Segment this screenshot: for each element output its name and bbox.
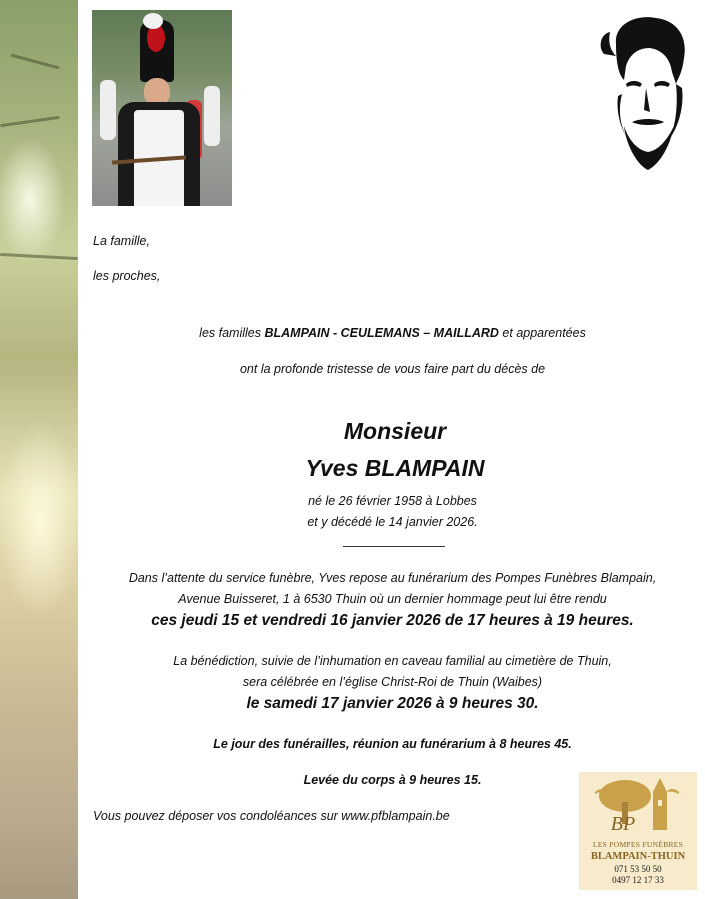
logo-line2: BLAMPAIN-THUIN — [590, 851, 686, 862]
visitation-line2: Avenue Buisseret, 1 à 6530 Thuin où un dernier hommage peut lui être rendu — [178, 592, 607, 606]
tree-church-icon — [579, 772, 697, 840]
intro-family: La famille, — [93, 234, 150, 248]
logo-phone2: 0497 12 17 33 — [612, 875, 664, 885]
announcement: ont la profonde tristesse de vous faire part du décès de — [239, 362, 546, 376]
ceremony-line1: La bénédiction, suivie de l’inhumation en caveau familial au cimetière de Thuin, — [173, 654, 612, 668]
visitation-line1: Dans l’attente du service funèbre, Yves repose au funérarium des Pompes Funèbres Blampain, — [128, 571, 657, 585]
ceremony-date: le samedi 17 janvier 2026 à 9 heures 30. — [246, 695, 539, 712]
intro-relatives: les proches, — [93, 269, 161, 283]
deceased-name: Yves BLAMPAIN — [305, 455, 485, 481]
divider — [343, 546, 445, 547]
drummer-photo — [92, 10, 232, 206]
logo-phone1: 071 53 50 50 — [614, 864, 662, 874]
ceremony-line2: sera célébrée en l’église Christ-Roi de Thuin (Waibes) — [242, 675, 543, 689]
families-line: les familles BLAMPAIN - CEULEMANS – MAILLARD et apparentées — [199, 326, 586, 340]
funeral-home-logo — [579, 772, 697, 890]
logo-line1: LES POMPES FUNÈBRES — [592, 840, 684, 849]
forest-sunlight-image — [0, 0, 78, 899]
departure: Levée du corps à 9 heures 15. — [303, 773, 482, 787]
visitation-dates: ces jeudi 15 et vendredi 16 janvier 2026 de 17 heures à 19 heures. — [151, 612, 634, 629]
logo-monogram: BP — [610, 813, 636, 835]
condolences-text: Vous pouvez déposer vos condoléances sur www.pfblampain.be — [93, 809, 450, 823]
family-names: BLAMPAIN - CEULEMANS – MAILLARD — [264, 326, 499, 340]
deceased-title: Monsieur — [343, 418, 447, 444]
man-portrait-drawing — [596, 14, 694, 174]
funeral-meeting: Le jour des funérailles, réunion au funérarium à 8 heures 45. — [213, 737, 572, 751]
birth-info: né le 26 février 1958 à Lobbes — [308, 494, 477, 508]
death-info: et y décédé le 14 janvier 2026. — [307, 515, 478, 529]
